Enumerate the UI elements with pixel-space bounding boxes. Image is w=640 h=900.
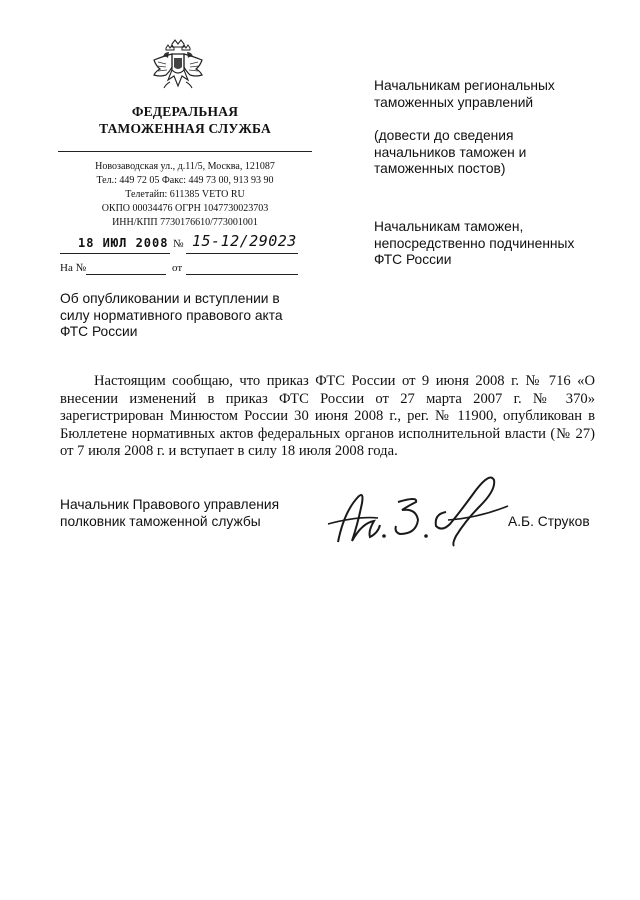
from-label: от — [172, 262, 183, 274]
letter-body — [60, 373, 595, 461]
subject-line3: ФТС России — [60, 324, 138, 339]
header-divider — [58, 151, 312, 152]
from-underline — [186, 274, 298, 275]
addressee-note-line2: начальников таможен и — [374, 144, 527, 160]
addressee-regional-line1: Начальникам региональных — [374, 78, 555, 93]
organization-name-line2: ТАМОЖЕННАЯ СЛУЖБА — [99, 121, 271, 136]
reference-underline — [86, 274, 166, 275]
double-headed-eagle-emblem-icon — [152, 38, 204, 94]
contact-address: Новозаводская ул., д.11/5, Москва, 121087 — [95, 161, 275, 172]
addressee-regional-line2: таможенных управлений — [374, 94, 534, 110]
addressee-customs — [374, 219, 614, 269]
signatory-title-line1: Начальник Правового управления — [60, 497, 280, 512]
contact-teletype: Телетайп: 611385 VETO RU — [125, 189, 245, 200]
signatory-title-line2: полковник таможенной службы — [60, 513, 261, 529]
contact-okpo: ОКПО 00034476 ОГРН 1047730023703 — [101, 203, 269, 214]
subject-line2: силу нормативного правового акта — [60, 307, 283, 323]
addressee-note-line3: таможенных постов) — [374, 161, 506, 176]
signatory-title — [60, 497, 340, 530]
addressee-customs-line2: непосредственно подчиненных — [374, 235, 575, 251]
subject — [60, 291, 310, 341]
addressee-customs-line1: Начальникам таможен, — [374, 219, 524, 234]
contact-inn: ИНН/КПП 7730176610/773001001 — [112, 217, 258, 228]
registration-number: 15-12/29023 — [192, 232, 297, 250]
reference-label: На № — [60, 262, 87, 274]
handwritten-signature — [318, 472, 528, 552]
number-label: № — [173, 238, 184, 250]
body-paragraph: Настоящим сообщаю, что приказ ФТС России от 9 июня 2008 г. № 716 «О внесении изменений в приказ ФТС России от 27 марта 2007 г. № 370» зарегистрирован Минюстом России 30 июня 2008 г., рег. № 11900, опубликован в Бюллетене нормативных актов федеральных органов исполнительной власти (№ 27) от 7 июля 2008 г. и вступает в силу 18 июля 2008 года. — [60, 373, 595, 460]
addressee-regional — [374, 78, 614, 111]
subject-line1: Об опубликовании и вступлении в — [60, 291, 280, 306]
signatory-name: А.Б. Струков — [508, 514, 590, 529]
number-underline — [186, 253, 298, 254]
addressee-note-line1: (довести до сведения — [374, 128, 514, 143]
date-underline — [60, 253, 170, 254]
registration-date: 18 ИЮЛ 2008 — [78, 236, 169, 250]
addressee-note — [374, 128, 614, 178]
addressee-customs-line3: ФТС России — [374, 252, 452, 267]
contact-phone: Тел.: 449 72 05 Факс: 449 73 00, 913 93 90 — [96, 175, 274, 186]
organization-name-line1: ФЕДЕРАЛЬНАЯ — [131, 104, 239, 119]
